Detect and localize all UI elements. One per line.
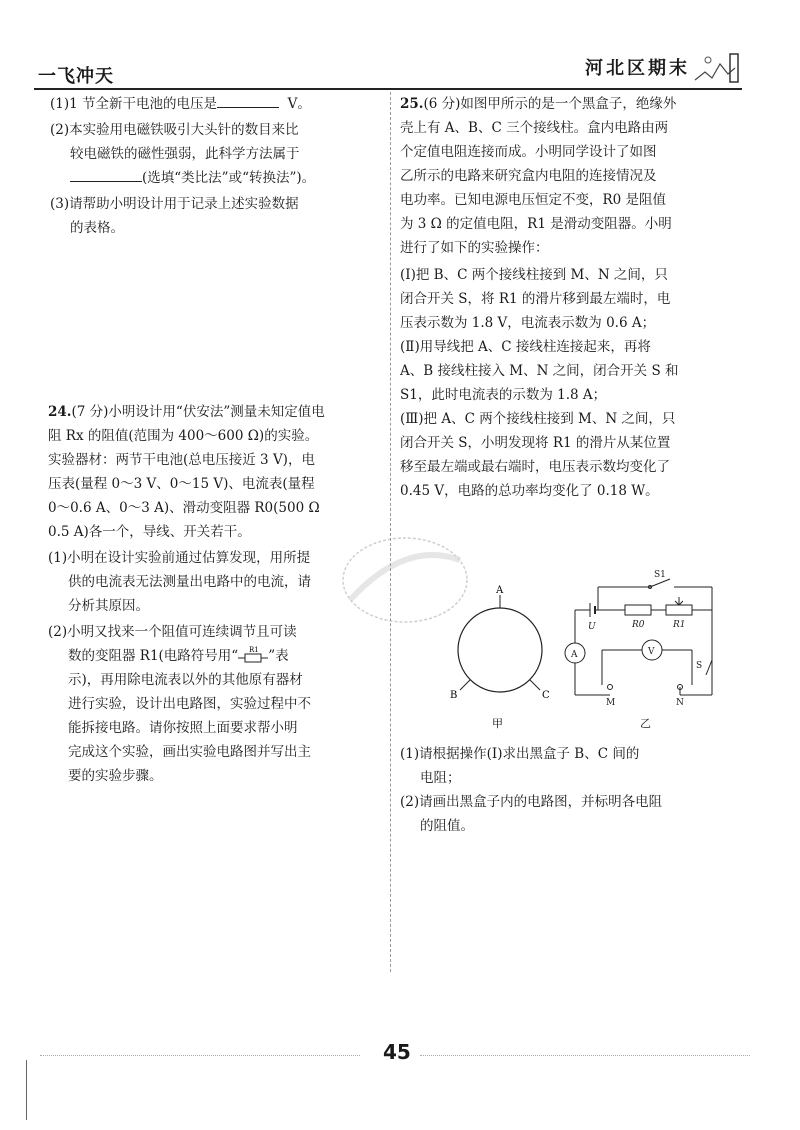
q25-step-line: 0.45 V，电路的总功率均变化了 0.18 W。 [400,483,659,499]
q25-question-line: (1)请根据操作(Ⅰ)求出黑盒子 B、C 间的 [400,746,640,762]
exam-title: 河北区期末 [585,58,690,79]
q24-number: 24. [48,404,72,420]
q24-part2-line: 完成这个实验，画出实验电路图并写出主 [68,744,311,760]
terminal-m [608,685,613,690]
terminal-n-label: N [676,698,684,708]
page-number: 45 [383,1040,411,1064]
black-box-diagram [450,585,550,730]
black-box-circle [458,608,542,692]
question-25 [400,92,745,503]
q24-line: 压表(量程 0～3 V、0～15 V)、电流表(量程 [48,476,315,492]
q24-line: 0.5 A)各一个，导线、开关若干。 [48,524,251,540]
q25-steps [400,263,745,503]
q24-part2-line: (2)小明又找来一个阻值可连续调节且可读 [48,624,297,640]
q25-question-2 [400,790,745,838]
terminal-c-wire [530,680,540,690]
q25-step-line: (Ⅰ)把 B、C 两个接线柱接到 M、N 之间，只 [400,267,668,283]
q25-step-line: A、B 接线柱接入 M、N 之间，闭合开关 S 和 [400,363,679,379]
q24-line: 阻 Rx 的阻值(范围为 400～600 Ω)的实验。 [48,428,319,444]
q25-intro-line: 壳上有 A、B、C 三个接线柱。盒内电路由两 [400,120,669,136]
q24-part1-line: 分析其原因。 [68,598,149,614]
q25-question-line: (2)请画出黑盒子内的电路图，并标明各电阻 [400,794,663,810]
terminal-m-label: M [606,698,616,708]
switch-s-blade [706,660,712,675]
q25-questions [400,742,745,838]
switch-s1-label: S1 [654,570,666,580]
rheostat-symbol-icon [238,644,268,664]
q25-step-line: S1，此时电流表的示数为 1.8 A； [400,387,607,403]
terminal-a-label: A [496,585,504,596]
rheostat-symbol-label: R1 [249,646,259,654]
q23-part3-line1: (3)请帮助小明设计用于记录上述实验数据 [50,196,299,212]
header-rule [34,88,742,90]
q25-question-line: 电阻； [420,770,461,786]
circuit-figure [430,565,730,745]
left-column [50,92,385,240]
switch-s-label: S [696,661,703,671]
voltmeter-label: V [648,647,655,657]
footer-rule-left [40,1055,360,1056]
figure-caption-jia: 甲 [492,717,503,730]
resistor-r0 [625,605,651,615]
q23-part2-line3: (选填“类比法”或“转换法”)。 [142,170,316,186]
brand-title: 一飞冲天 [38,66,114,87]
q25-intro-line: 个定值电阻连接而成。小明同学设计了如图 [400,144,657,160]
q23-part1-text: (1)1 节全新干电池的电压是 [50,96,218,112]
terminal-b-wire [460,680,470,690]
q23-part3 [50,192,385,240]
footer-rule-right [420,1055,750,1056]
q25-step-line: 移至最左端或最右端时，电压表示数均变化了 [400,459,670,475]
q25-question-1 [400,742,745,790]
source-u-label: U [588,622,596,632]
q24-part2-line: 进行实验，设计出电路图，实验过程中不 [68,696,311,712]
binding-edge [26,1060,27,1120]
q25-intro-line: 为 3 Ω 的定值电阻，R1 是滑动变阻器。小明 [400,216,672,232]
answer-blank [70,167,142,182]
q25-step-line: 压表示数为 1.8 V，电流表示数为 0.6 A； [400,315,656,331]
q23-part2-line2: 较电磁铁的磁性强弱，此科学方法属于 [70,146,300,162]
measurement-circuit-diagram [565,579,712,695]
q24-part1-line: (1)小明在设计实验前通过估算发现，用所提 [48,550,311,566]
q23-part3-line2: 的表格。 [70,220,124,236]
figure-caption-yi: 乙 [640,717,651,730]
q23-part2-line1: (2)本实验用电磁铁吸引大头针的数目来比 [50,122,299,138]
q25-intro-line: (6 分)如图甲所示的是一个黑盒子，绝缘外 [423,96,677,112]
header-decoration-icon [690,50,740,86]
q23-part1 [50,92,385,116]
q25-number: 25. [400,96,424,112]
r1-label: R1 [673,620,686,630]
q24-part2-line: 数的变阻器 R1(电路符号用“ [68,648,239,664]
q25-step-line: 闭合开关 S，将 R1 的滑片移到最左端时，电 [400,291,671,307]
q24-line: (7 分)小明设计用“伏安法”测量未知定值电 [71,404,325,420]
rheostat-r1 [666,605,692,615]
q25-step-line: (Ⅲ)把 A、C 两个接线柱接到 M、N 之间，只 [400,411,676,427]
q24-line: 实验器材：两节干电池(总电压接近 3 V)，电 [48,452,315,468]
q24-part2-line: 能拆接电路。请你按照上面要求帮小明 [68,720,298,736]
q25-step-line: 闭合开关 S，小明发现将 R1 的滑片从某位置 [400,435,671,451]
r0-label: R0 [632,620,645,630]
q24-line: 0～0.6 A、0～3 A)、滑动变阻器 R0(500 Ω [48,500,320,516]
answer-blank [217,93,279,108]
q24-part2 [48,620,383,788]
q25-intro-line: 电功率。已知电源电压恒定不变，R0 是阻值 [400,192,667,208]
q24-part2-line: 示)，再用除电流表以外的其他原有器材 [68,672,303,688]
q25-intro [400,92,745,260]
ammeter-label: A [571,650,578,660]
terminal-b-label: B [450,690,458,701]
q23-part1-unit: V。 [287,96,311,112]
q24-part2-line: 要的实验步骤。 [68,768,163,784]
q23-part2 [50,118,385,190]
q25-intro-line: 进行了如下的实验操作： [400,240,549,256]
switch-s1-blade [650,579,670,587]
terminal-c-label: C [542,690,550,701]
q25-step-line: (Ⅱ)用导线把 A、C 接线柱连接起来，再将 [400,339,651,355]
q25-question-line: 的阻值。 [420,818,474,834]
q25-intro-line: 乙所示的电路来研究盒内电阻的连接情况及 [400,168,657,184]
q24-part1-line: 供的电流表无法测量出电路中的电流，请 [68,574,311,590]
q24-part2-line: ”表 [268,648,289,664]
